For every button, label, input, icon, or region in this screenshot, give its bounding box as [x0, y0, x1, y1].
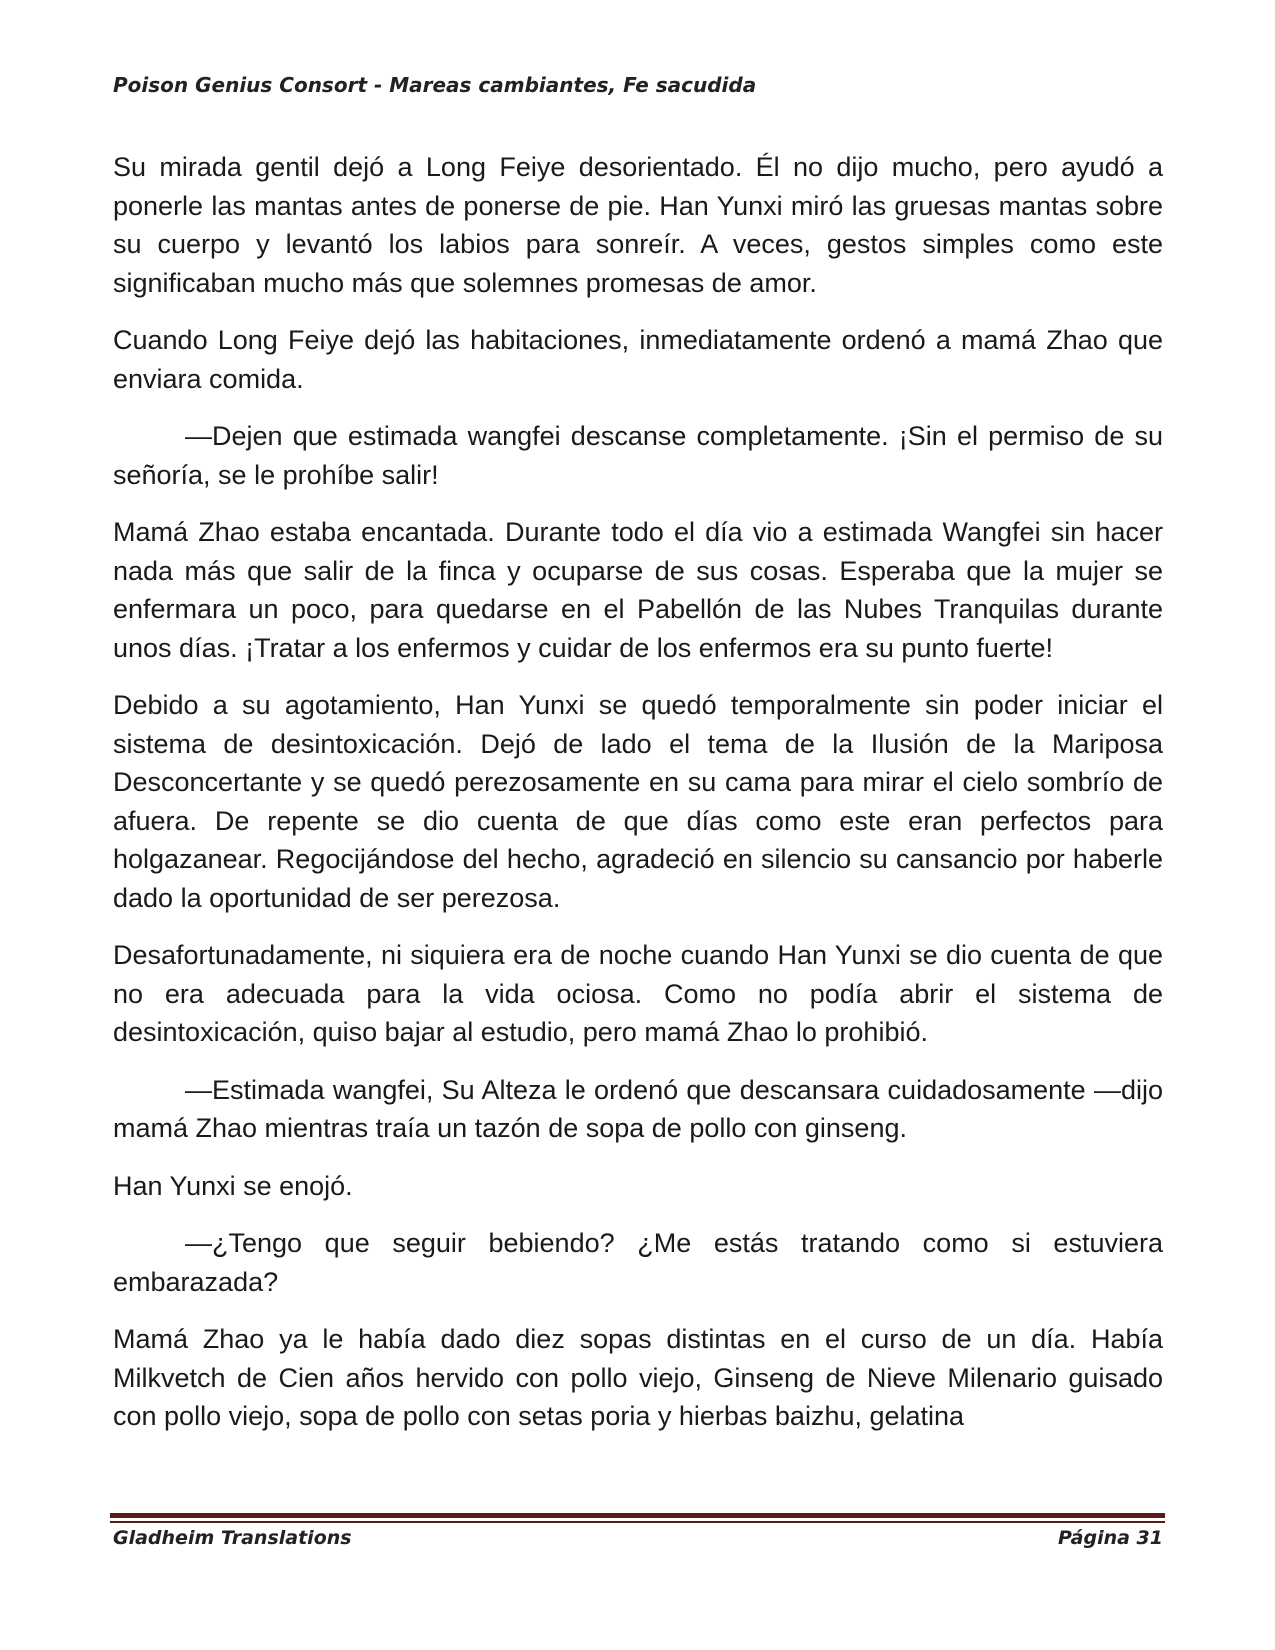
paragraph: Mamá Zhao ya le había dado diez sopas distintas en el curso de un día. Había Milkvetch de Cien años hervido con pollo viejo, Ginseng de Nieve Milenario guisado con pollo viejo, sopa de pollo con setas poria y hierbas baizhu, gelatina	[113, 1324, 1163, 1431]
paragraph: Han Yunxi se enojó.	[113, 1170, 353, 1201]
page-header-title: Poison Genius Consort - Mareas cambiantes, Fe sacudida	[113, 73, 757, 97]
paragraph: Su mirada gentil dejó a Long Feiye desorientado. Él no dijo mucho, pero ayudó a ponerle las mantas antes de ponerse de pie. Han Yunxi miró las gruesas mantas sobre su cuerpo y levantó los labios para sonreír. A veces, gestos simples como este significaban mucho más que solemnes promesas de amor.	[113, 152, 1163, 298]
footer-divider-thick	[110, 1513, 1165, 1518]
dialogue-paragraph: —Dejen que estimada wangfei descanse completamente. ¡Sin el permiso de su señoría, se le prohíbe salir!	[113, 421, 1163, 490]
paragraph: Debido a su agotamiento, Han Yunxi se quedó temporalmente sin poder iniciar el sistema de desintoxicación. Dejó de lado el tema de la Ilusión de la Mariposa Desconcertante y se quedó perezosamente en su cama para mirar el cielo sombrío de afuera. De repente se dio cuenta de que días como este eran perfectos para holgazanear. Regocijándose del hecho, agradeció en silencio su cansancio por haberle dado la oportunidad de ser perezosa.	[113, 690, 1163, 913]
footer-page-number: Página 31	[1057, 1527, 1163, 1549]
dialogue-paragraph: —¿Tengo que seguir bebiendo? ¿Me estás tratando como si estuviera embarazada?	[113, 1228, 1163, 1297]
paragraph: Mamá Zhao estaba encantada. Durante todo el día vio a estimada Wangfei sin hacer nada más que salir de la finca y ocuparse de sus cosas. Esperaba que la mujer se enfermara un poco, para quedarse en el Pabellón de las Nubes Tranquilas durante unos días. ¡Tratar a los enfermos y cuidar de los enfermos era su punto fuerte!	[113, 517, 1163, 663]
dialogue-paragraph: —Estimada wangfei, Su Alteza le ordenó que descansara cuidadosamente —dijo mamá Zhao mientras traía un tazón de sopa de pollo con ginseng.	[113, 1074, 1163, 1143]
body-text	[113, 148, 1163, 1455]
paragraph: Desafortunadamente, ni siquiera era de noche cuando Han Yunxi se dio cuenta de que no era adecuada para la vida ociosa. Como no podía abrir el sistema de desintoxicación, quiso bajar al estudio, pero mamá Zhao lo prohibió.	[113, 940, 1163, 1047]
paragraph: Cuando Long Feiye dejó las habitaciones, inmediatamente ordenó a mamá Zhao que enviara comida.	[113, 325, 1163, 394]
footer-translator-credit: Gladheim Translations	[113, 1527, 352, 1549]
footer-divider-thin	[110, 1521, 1165, 1523]
